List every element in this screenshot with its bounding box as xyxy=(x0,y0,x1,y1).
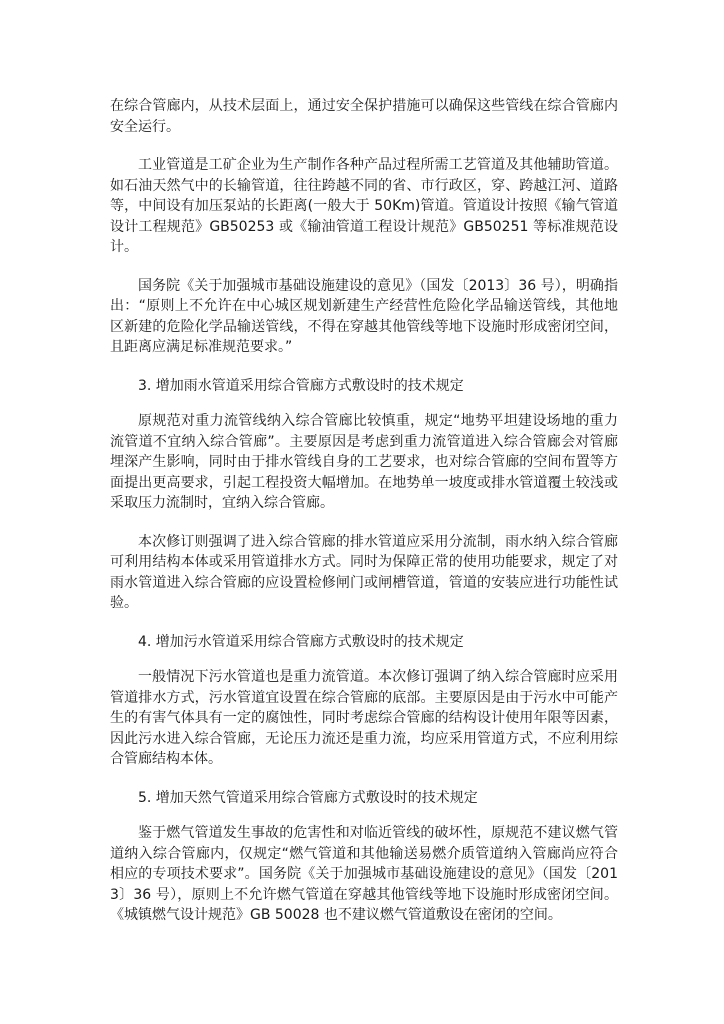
paragraph-1: 在综合管廊内，从技术层面上，通过安全保护措施可以确保这些管线在综合管廊内安全运行。 xyxy=(110,98,618,135)
paragraph-7: 鉴于燃气管道发生事故的危害性和对临近管线的破坏性，原规范不建议燃气管道纳入综合管廊内，仅规定“燃气管道和其他输送易燃介质管道纳入管廊尚应符合相应的专项技术要求”。国务院《关于加强城市基础设施建设的意见》（国发〔2013〕36 号），原则上不允许燃气管道在穿越其他管线等地下设施时形成密闭空间。《城镇燃气设计规范》GB 50028 也不建议燃气管道敷设在密闭的空间。 xyxy=(110,825,618,923)
paragraph-5: 本次修订则强调了进入综合管廊的排水管道应采用分流制，雨水纳入综合管廊可利用结构本体或采用管道排水方式。同时为保障正常的使用功能要求，规定了对雨水管道进入综合管廊的应设置检修闸门或闸槽管道，管道的安装应进行功能性试验。 xyxy=(110,533,618,611)
section-heading-4: 4. 增加污水管道采用综合管廊方式敷设时的技术规定 xyxy=(138,633,464,650)
paragraph-6: 一般情况下污水管道也是重力流管道。本次修订强调了纳入综合管廊时应采用管道排水方式，污水管道宜设置在综合管廊的底部。主要原因是由于污水中可能产生的有害气体具有一定的腐蚀性，同时考虑综合管廊的结构设计使用年限等因素，因此污水进入综合管廊，无论压力流还是重力流，均应采用管道方式，不应利用综合管廊结构本体。 xyxy=(110,669,618,767)
paragraph-3: 国务院《关于加强城市基础设施建设的意见》（国发〔2013〕36 号），明确指出：“原则上不允许在中心城区规划新建生产经营性危险化学品输送管线，其他地区新建的危险化学品输送管线，不得在穿越其他管线等地下设施时形成密闭空间，且距离应满足标准规范要求。” xyxy=(110,277,618,355)
section-heading-5: 5. 增加天然气管道采用综合管廊方式敷设时的技术规定 xyxy=(138,789,478,806)
paragraph-4: 原规范对重力流管线纳入综合管廊比较慎重，规定“地势平坦建设场地的重力流管道不宜纳入综合管廊”。主要原因是考虑到重力流管道进入综合管廊会对管廊埋深产生影响，同时由于排水管线自身的工艺要求，也对综合管廊的空间布置等方面提出更高要求，引起工程投资大幅增加。在地势单一坡度或排水管道覆土较浅或采取压力流制时，宜纳入综合管廊。 xyxy=(110,413,618,511)
paragraph-2: 工业管道是工矿企业为生产制作各种产品过程所需工艺管道及其他辅助管道。如石油天然气中的长输管道，往往跨越不同的省、市行政区，穿、跨越江河、道路等，中间设有加压泵站的长距离(一般大于 50Km)管道。管道设计按照《输气管道设计工程规范》GB50253 或《输油管道工程设计规范》GB50251 等标准规范设计。 xyxy=(110,157,618,255)
section-heading-3: 3. 增加雨水管道采用综合管廊方式敷设时的技术规定 xyxy=(138,377,464,394)
